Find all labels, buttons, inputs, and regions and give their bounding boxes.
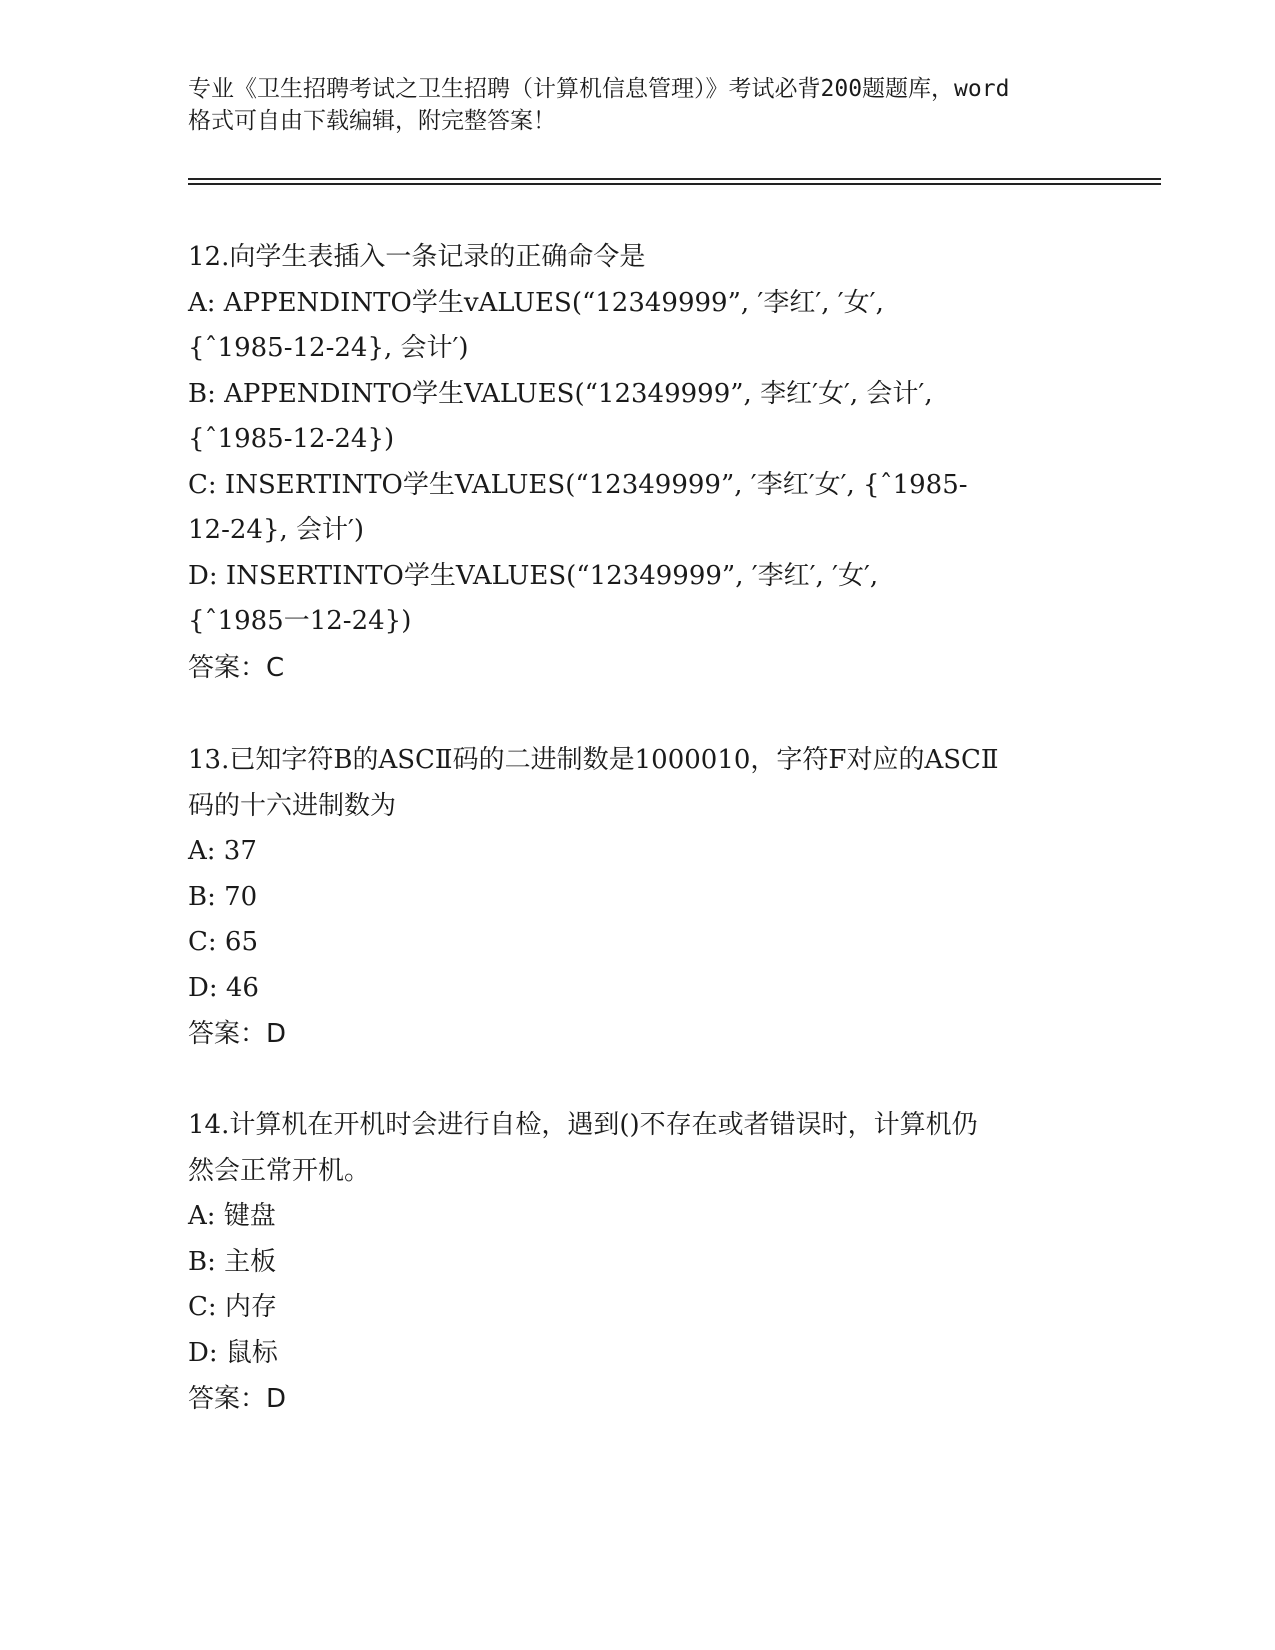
question-13-stem-line: 13.已知字符B的ASCⅡ码的二进制数是1000010，字符F对应的ASCⅡ: [188, 745, 999, 775]
question-14-stem-line: 14.计算机在开机时会进行自检，遇到()不存在或者错误时，计算机仍: [188, 1110, 978, 1140]
question-13-option-a: A: 37: [188, 836, 257, 866]
question-12-option-a: A: APPENDINTO学生vALUES(“12349999”, ′李红′, ′女′,: [188, 287, 884, 318]
question-12-stem-line: 12.向学生表插入一条记录的正确命令是: [188, 242, 646, 272]
question-13-answer: 答案：D: [188, 1019, 287, 1049]
question-12-option-b-cont: {ˆ1985-12-24}): [188, 424, 395, 454]
question-13-option-d: D: 46: [188, 972, 259, 1003]
header-line-2: 格式可自由下载编辑，附完整答案！: [188, 108, 556, 134]
question-12: [188, 235, 1088, 691]
question-12-option-c-cont: 12-24}, 会计′): [188, 515, 365, 545]
question-12-option-b: B: APPENDINTO学生VALUES(“12349999”, 李红′女′, 会计′,: [188, 378, 933, 409]
question-12-option-d: D: INSERTINTO学生VALUES(“12349999”, ′李红′, ′女′,: [188, 560, 879, 591]
question-12-option-a-cont: {ˆ1985-12-24}, 会计′): [188, 333, 469, 363]
question-14-answer: 答案：D: [188, 1384, 287, 1414]
header-divider-bottom: [188, 183, 1161, 185]
question-14: [188, 1103, 1088, 1422]
question-14-option-c: C: 内存: [188, 1292, 277, 1322]
header-line-1: 专业《卫生招聘考试之卫生招聘（计算机信息管理）》考试必背200题题库，word: [188, 76, 1010, 102]
question-14-option-a: A: 键盘: [188, 1201, 276, 1231]
question-14-option-d: D: 鼠标: [188, 1337, 278, 1368]
question-12-option-d-cont: {ˆ1985一12-24}): [188, 606, 412, 636]
question-14-option-b: B: 主板: [188, 1246, 277, 1277]
question-13-stem-line: 码的十六进制数为: [188, 790, 397, 821]
question-13-option-b: B: 70: [188, 881, 258, 912]
header-divider-top: [188, 178, 1161, 180]
question-14-stem-line: 然会正常开机。: [188, 1155, 371, 1186]
question-13-option-c: C: 65: [188, 927, 259, 957]
question-12-option-c: C: INSERTINTO学生VALUES(“12349999”, ′李红′女′, {ˆ1985-: [188, 469, 968, 500]
question-13: [188, 738, 1088, 1057]
document-header: [188, 73, 1088, 137]
question-12-answer: 答案：C: [188, 652, 285, 683]
